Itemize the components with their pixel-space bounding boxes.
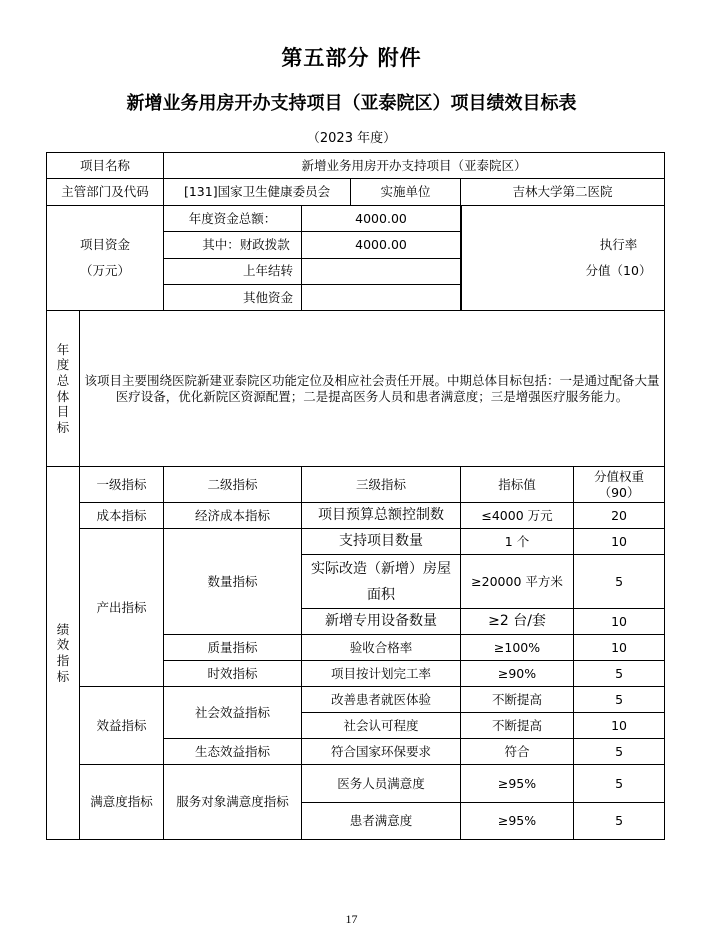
satisfaction-l2: 服务对象满意度指标 xyxy=(164,765,302,840)
funds-total-label: 年度资金总额： xyxy=(164,206,302,232)
eco-value: 符合 xyxy=(461,739,574,765)
year-label: （2023 年度） xyxy=(306,131,397,146)
table-row xyxy=(47,529,665,555)
quantity-l3: 实际改造（新增）房屋面积 xyxy=(302,555,461,609)
header-value: 指标值 xyxy=(461,467,574,503)
overall-goal-text: 该项目主要围绕医院新建亚泰院区功能定位及相应社会责任开展。中期总体目标包括：一是通过配备大量医疗设备，优化新院区资源配置；二是提高医务人员和患者满意度；三是增强医疗服务能力。 xyxy=(80,311,665,467)
quality-l2: 质量指标 xyxy=(164,635,302,661)
time-l2: 时效指标 xyxy=(164,661,302,687)
cost-value: ≤4000 万元 xyxy=(461,503,574,529)
department-value: [131]国家卫生健康委员会 xyxy=(164,179,351,206)
header-level3: 三级指标 xyxy=(302,467,461,503)
social-value: 不断提高 xyxy=(461,713,574,739)
time-value: ≥90% xyxy=(461,661,574,687)
funds-fiscal-label: 其中：财政拨款 xyxy=(164,232,302,258)
quantity-value: ≥20000 平方米 xyxy=(461,555,574,609)
goal-label-char: 度 xyxy=(56,357,70,373)
quantity-value: ≥2 台/套 xyxy=(461,609,574,635)
exec-rate-line1: 执行率 xyxy=(599,237,638,252)
department-row xyxy=(47,179,665,206)
eco-weight: 5 xyxy=(574,739,665,765)
quantity-value: 1 个 xyxy=(461,529,574,555)
satisfaction-l3: 患者满意度 xyxy=(302,803,461,840)
header-level2: 二级指标 xyxy=(164,467,302,503)
exec-rate-label xyxy=(573,232,664,284)
satisfaction-weight: 5 xyxy=(574,803,665,840)
funds-other-value xyxy=(302,284,461,310)
social-l3: 社会认可程度 xyxy=(302,713,461,739)
funds-label xyxy=(47,206,164,311)
overall-goal-row xyxy=(47,311,665,467)
cost-weight: 20 xyxy=(574,503,665,529)
satisfaction-l3: 医务人员满意度 xyxy=(302,765,461,803)
cost-l2: 经济成本指标 xyxy=(164,503,302,529)
satisfaction-weight: 5 xyxy=(574,765,665,803)
table-row xyxy=(47,687,665,713)
header-level1: 一级指标 xyxy=(80,467,164,503)
satisfaction-l1: 满意度指标 xyxy=(80,765,164,840)
benefit-l1: 效益指标 xyxy=(80,687,164,765)
page-number: 17 xyxy=(345,912,358,926)
perf-header-row xyxy=(47,467,665,503)
goal-label-char: 总 xyxy=(56,372,70,388)
funds-carryover-value xyxy=(302,258,461,284)
eco-l2: 生态效益指标 xyxy=(164,739,302,765)
implementing-unit-value: 吉林大学第二医院 xyxy=(461,179,665,206)
perf-label-char: 效 xyxy=(56,637,70,653)
output-l1: 产出指标 xyxy=(80,529,164,687)
social-l2: 社会效益指标 xyxy=(164,687,302,739)
document-title: 新增业务用房开办支持项目（亚泰院区）项目绩效目标表 xyxy=(126,93,577,114)
satisfaction-value: ≥95% xyxy=(461,803,574,840)
time-weight: 5 xyxy=(574,661,665,687)
project-name-label: 项目名称 xyxy=(47,153,164,179)
quality-value: ≥100% xyxy=(461,635,574,661)
department-label: 主管部门及代码 xyxy=(47,179,164,206)
funds-carryover-label: 上年结转 xyxy=(164,258,302,284)
satisfaction-value: ≥95% xyxy=(461,765,574,803)
social-value: 不断提高 xyxy=(461,687,574,713)
header-weight: 分值权重（90） xyxy=(574,467,665,503)
project-name-value: 新增业务用房开办支持项目（亚泰院区） xyxy=(164,153,665,179)
cost-l1: 成本指标 xyxy=(80,503,164,529)
exec-rate-line2: 分值（10） xyxy=(585,263,652,278)
social-weight: 5 xyxy=(574,687,665,713)
table-row xyxy=(47,765,665,803)
perf-label-char: 标 xyxy=(56,668,70,684)
funds-label-line2: （万元） xyxy=(80,263,131,278)
overall-goal-label xyxy=(47,311,80,467)
cost-l3: 项目预算总额控制数 xyxy=(302,503,461,529)
table-row xyxy=(47,503,665,529)
implementing-unit-label: 实施单位 xyxy=(351,179,461,206)
perf-label-char: 绩 xyxy=(56,621,70,637)
quantity-l2: 数量指标 xyxy=(164,529,302,635)
funds-other-label: 其他资金 xyxy=(164,284,302,310)
goal-label-char: 标 xyxy=(56,419,70,435)
goal-label-char: 体 xyxy=(56,388,70,404)
funds-fiscal-value: 4000.00 xyxy=(302,232,461,258)
part-title: 第五部分 附件 xyxy=(281,46,422,70)
quality-l3: 验收合格率 xyxy=(302,635,461,661)
quantity-weight: 10 xyxy=(574,609,665,635)
social-l3: 改善患者就医体验 xyxy=(302,687,461,713)
eco-l3: 符合国家环保要求 xyxy=(302,739,461,765)
project-name-row xyxy=(47,153,665,179)
goal-label-char: 目 xyxy=(56,404,70,420)
social-weight: 10 xyxy=(574,713,665,739)
goal-label-char: 年 xyxy=(56,341,70,357)
time-l3: 项目按计划完工率 xyxy=(302,661,461,687)
funds-label-line1: 项目资金 xyxy=(80,237,131,253)
perf-label-char: 指 xyxy=(56,653,70,668)
perf-label xyxy=(47,467,80,840)
quantity-l3: 新增专用设备数量 xyxy=(302,609,461,635)
quantity-l3: 支持项目数量 xyxy=(302,529,461,555)
quality-weight: 10 xyxy=(574,635,665,661)
funds-row xyxy=(47,206,665,232)
quantity-weight: 5 xyxy=(574,555,665,609)
quantity-weight: 10 xyxy=(574,529,665,555)
funds-total-value: 4000.00 xyxy=(302,206,461,232)
